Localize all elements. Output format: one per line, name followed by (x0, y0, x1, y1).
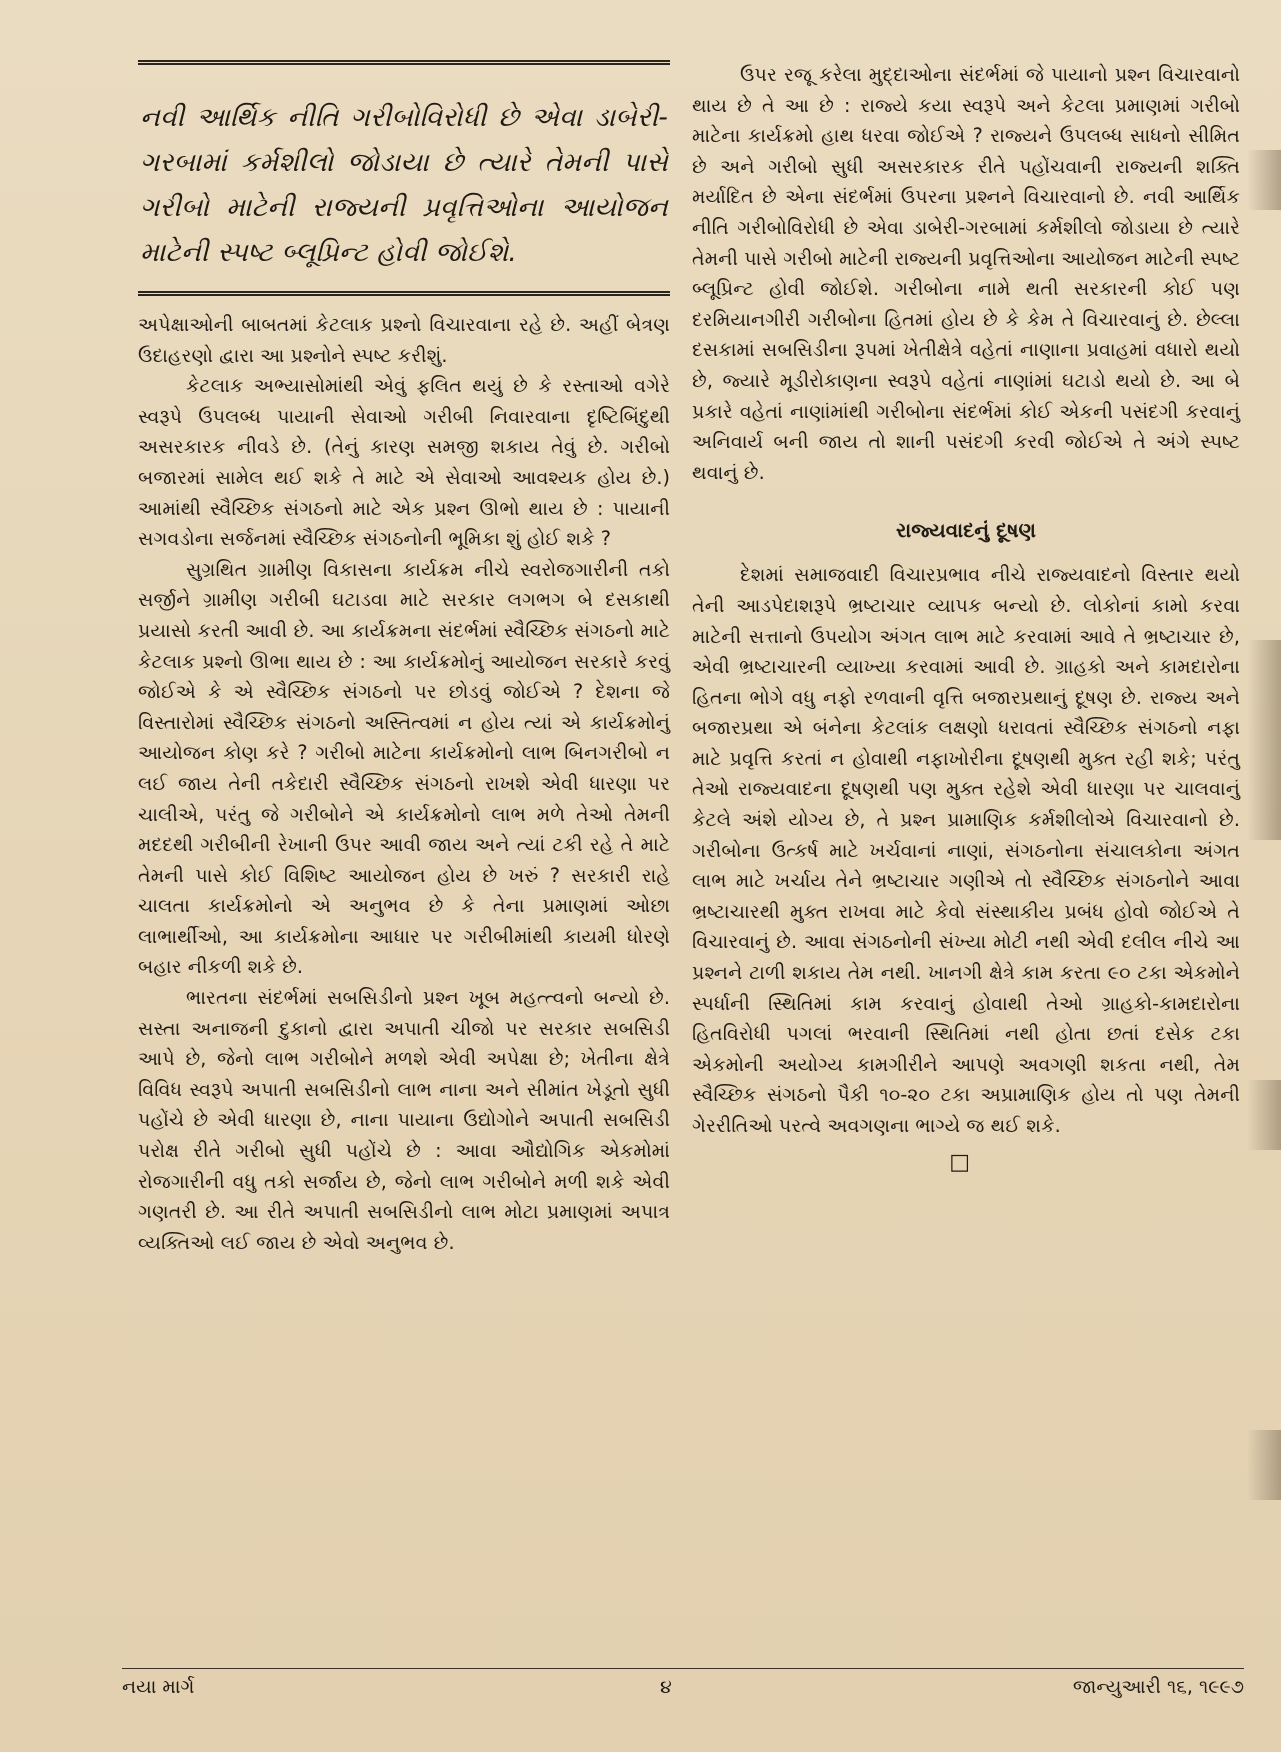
right-column (692, 60, 1240, 1175)
paragraph: અપેક્ષાઓની બાબતમાં કેટલાક પ્રશ્નો વિચારવાના રહે છે. અહીં બેત્રણ ઉદાહરણો દ્વારા આ પ્રશ્નોને સ્પષ્ટ કરીશું. (138, 313, 670, 367)
section-heading: રાજ્યવાદનું દૂષણ (896, 518, 1036, 543)
pull-quote-box (138, 60, 670, 296)
page-edge-tear (1247, 640, 1281, 840)
issue-date: જાન્યુઆરી ૧૬, ૧૯૯૭ (1072, 1676, 1244, 1698)
footer-divider (122, 1668, 1244, 1669)
page-edge-tear (1247, 1430, 1281, 1500)
end-mark-icon: □ (949, 1149, 970, 1175)
pull-quote-text: નવી આર્થિક નીતિ ગરીબોવિરોધી છે એવા ડાબેરી-ગરબામાં કર્મશીલો જોડાયા છે ત્યારે તેમની પાસે ગરીબો માટેની રાજ્યની પ્રવૃત્તિઓના આયોજન માટેની સ્પષ્ટ બ્લૂપ્રિન્ટ હોવી જોઈશે. (140, 102, 668, 268)
page-footer (122, 1676, 1244, 1716)
left-body-text (138, 310, 670, 1258)
paragraph: કેટલાક અભ્યાસોમાંથી એવું ફલિત થયું છે કે રસ્તાઓ વગેરે સ્વરૂપે ઉપલબ્ધ પાયાની સેવાઓ ગરીબી નિવારવાના દૃષ્ટિબિંદુથી અસરકારક નીવડે છે. (તેનું કારણ સમજી શકાય તેવું છે. ગરીબો બજારમાં સામેલ થઈ શકે તે માટે એ સેવાઓ આવશ્યક હોય છે.) આમાંથી સ્વૈચ્છિક સંગઠનો માટે એક પ્રશ્ન ઊભો થાય છે : પાયાની સગવડોના સર્જનમાં સ્વૈચ્છિક સંગઠનોની ભૂમિકા શું હોઈ શકે ? (138, 374, 670, 551)
publication-name: નયા માર્ગ (122, 1676, 195, 1698)
paragraph: ભારતના સંદર્ભમાં સબસિડીનો પ્રશ્ન ખૂબ મહત્ત્વનો બન્યો છે. સસ્તા અનાજની દુકાનો દ્વારા અપાતી ચીજો પર સરકાર સબસિડી આપે છે, જેનો લાભ ગરીબોને મળશે એવી અપેક્ષા છે; ખેતીના ક્ષેત્રે વિવિધ સ્વરૂપે અપાતી સબસિડીનો લાભ નાના અને સીમાંત ખેડૂતો સુધી પહોંચે છે એવી ધારણા છે, નાના પાયાના ઉદ્યોગોને અપાતી સબસિડી પરોક્ષ રીતે ગરીબો સુધી પહોંચે છે : આવા ઔદ્યોગિક એકમોમાં રોજગારીની વધુ તકો સર્જાય છે, જેનો લાભ ગરીબોને મળી શકે એવી ગણતરી છે. આ રીતે અપાતી સબસિડીનો લાભ મોટા પ્રમાણમાં અપાત્ર વ્યક્તિઓ લઈ જાય છે એવો અનુભવ છે. (138, 986, 670, 1254)
paragraph: દેશમાં સમાજવાદી વિચારપ્રભાવ નીચે રાજ્યવાદનો વિસ્તાર થયો તેની આડપેદાશરૂપે ભ્રષ્ટાચાર વ્યાપક બન્યો છે. લોકોનાં કામો કરવા માટેની સત્તાનો ઉપયોગ અંગત લાભ માટે કરવામાં આવે તે ભ્રષ્ટાચાર છે, એવી ભ્રષ્ટાચારની વ્યાખ્યા કરવામાં આવી છે. ગ્રાહકો અને કામદારોના હિતના ભોગે વધુ નફો રળવાની વૃત્તિ બજારપ્રથાનું દૂષણ છે. રાજ્ય અને બજારપ્રથા એ બંનેના કેટલાંક લક્ષણો ધરાવતાં સ્વૈચ્છિક સંગઠનો નફા માટે પ્રવૃત્તિ કરતાં ન હોવાથી નફાખોરીના દૂષણથી મુક્ત રહી શકે; પરંતુ તેઓ રાજ્યવાદના દૂષણથી પણ મુક્ત રહેશે એવી ધારણા પર ચાલવાનું કેટલે અંશે યોગ્ય છે, તે પ્રશ્ન પ્રામાણિક કર્મશીલોએ વિચારવાનો છે. ગરીબોના ઉત્કર્ષ માટે ખર્ચવાનાં નાણાં, સંગઠનોના સંચાલકોના અંગત લાભ માટે ખર્ચાય તેને ભ્રષ્ટાચાર ગણીએ તો સ્વૈચ્છિક સંગઠનોને આવા ભ્રષ્ટાચારથી મુક્ત રાખવા માટે કેવો સંસ્થાકીય પ્રબંધ હોવો જોઈએ તે વિચારવાનું છે. આવા સંગઠનોની સંખ્યા મોટી નથી એવી દલીલ નીચે આ પ્રશ્નને ટાળી શકાય તેમ નથી. ખાનગી ક્ષેત્રે કામ કરતા ૯૦ ટકા એકમોને સ્પર્ધાની સ્થિતિમાં કામ કરવાનું હોવાથી તેઓ ગ્રાહકો-કામદારોના હિતવિરોધી પગલાં ભરવાની સ્થિતિમાં નથી હોતા છતાં દસેક ટકા એકમોની અયોગ્ય કામગીરીને આપણે અવગણી શકતા નથી, તેમ સ્વૈચ્છિક સંગઠનો પૈકી ૧૦-૨૦ ટકા અપ્રામાણિક હોય તો પણ તેમની ગેરરીતિઓ પરત્વે અવગણના ભાગ્યે જ થઈ શકે. (692, 563, 1240, 1137)
right-body-text (692, 60, 1240, 1175)
paragraph: ઉપર રજૂ કરેલા મુદ્દાઓના સંદર્ભમાં જે પાયાનો પ્રશ્ન વિચારવાનો થાય છે તે આ છે : રાજ્યે કયા સ્વરૂપે અને કેટલા પ્રમાણમાં ગરીબો માટેના કાર્યક્રમો હાથ ધરવા જોઈએ ? રાજ્યને ઉપલબ્ધ સાધનો સીમિત છે અને ગરીબો સુધી અસરકારક રીતે પહોંચવાની રાજ્યની શક્તિ મર્યાદિત છે એના સંદર્ભમાં ઉપરના પ્રશ્નને વિચારવાનો છે. નવી આર્થિક નીતિ ગરીબોવિરોધી છે એવા ડાબેરી-ગરબામાં કર્મશીલો જોડાયા છે ત્યારે તેમની પાસે ગરીબો માટેની રાજ્યની પ્રવૃત્તિઓના આયોજન માટેની સ્પષ્ટ બ્લૂપ્રિન્ટ હોવી જોઈશે. ગરીબોના નામે થતી સરકારની કોઈ પણ દરમિયાનગીરી ગરીબોના હિતમાં હોય છે કે કેમ તે વિચારવાનું છે. છેલ્લા દસકામાં સબસિડીના રૂપમાં ખેતીક્ષેત્રે વહેતાં નાણાના પ્રવાહમાં વધારો થયો છે, જ્યારે મૂડીરોકાણના સ્વરૂપે વહેતાં નાણાંમાં ઘટાડો થયો છે. આ બે પ્રકારે વહેતાં નાણાંમાંથી ગરીબોના સંદર્ભમાં કોઈ એકની પસંદગી કરવાનું અનિવાર્ય બની જાય તો શાની પસંદગી કરવી જોઈએ તે અંગે સ્પષ્ટ થવાનું છે. (692, 63, 1240, 484)
left-column (138, 60, 670, 1258)
page-number: ૪ (660, 1676, 672, 1698)
paragraph: સુગ્રથિત ગ્રામીણ વિકાસના કાર્યક્રમ નીચે સ્વરોજગારીની તકો સર્જીને ગ્રામીણ ગરીબી ઘટાડવા માટે સરકાર લગભગ બે દસકાથી પ્રયાસો કરતી આવી છે. આ કાર્યક્રમના સંદર્ભમાં સ્વૈચ્છિક સંગઠનો માટે કેટલાક પ્રશ્નો ઊભા થાય છે : આ કાર્યક્રમોનું આયોજન સરકારે કરવું જોઈએ કે એ સ્વૈચ્છિક સંગઠનો પર છોડવું જોઈએ ? દેશના જે વિસ્તારોમાં સ્વૈચ્છિક સંગઠનો અસ્તિત્વમાં ન હોય ત્યાં એ કાર્યક્રમોનું આયોજન કોણ કરે ? ગરીબો માટેના કાર્યક્રમોનો લાભ બિનગરીબો ન લઈ જાય તેની તકેદારી સ્વૈચ્છિક સંગઠનો રાખશે એવી ધારણા પર ચાલીએ, પરંતુ જે ગરીબોને એ કાર્યક્રમોનો લાભ મળે તેઓ તેમની મદદથી ગરીબીની રેખાની ઉપર આવી જાય અને ત્યાં ટકી રહે તે માટે તેમની પાસે કોઈ વિશિષ્ટ આયોજન હોય છે ખરું ? સરકારી રાહે ચાલતા કાર્યક્રમોનો એ અનુભવ છે કે તેના પ્રમાણમાં ઓછા લાભાર્થીઓ, આ કાર્યક્રમોના આધાર પર ગરીબીમાંથી કાયમી ધોરણે બહાર નીકળી શકે છે. (138, 557, 670, 979)
page-edge-tear (1247, 150, 1281, 210)
page-edge-tear (1247, 1080, 1281, 1150)
